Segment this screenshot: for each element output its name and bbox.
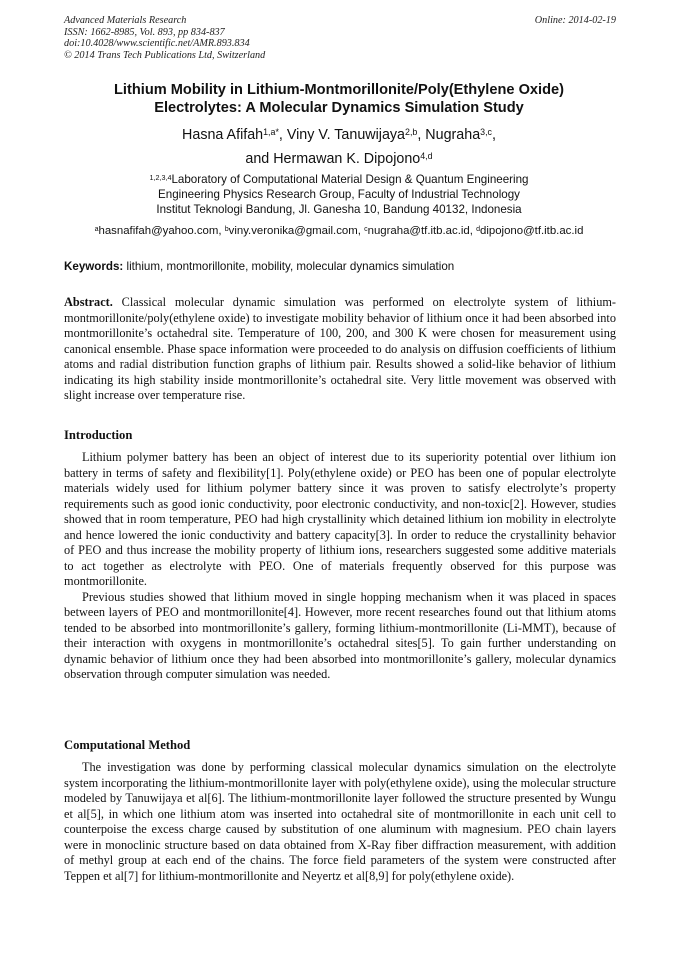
journal-copyright: © 2014 Trans Tech Publications Ltd, Switzerland: [64, 49, 266, 61]
online-date: Online: 2014-02-19: [534, 15, 616, 26]
keywords-text: lithium, montmorillonite, mobility, molecular dynamics simulation: [126, 260, 455, 273]
keywords: [64, 260, 616, 274]
author-name: and Hermawan K. Dipojono: [245, 151, 421, 167]
author-name: Viny V. Tanuwijaya: [286, 127, 406, 143]
email-sup: a: [94, 225, 99, 233]
author-sup: 3,c: [480, 127, 492, 138]
affiliation-line-2: Engineering Physics Research Group, Faculty of Industrial Technology: [158, 187, 520, 201]
section-heading-computational-method: Computational Method: [64, 738, 191, 752]
author-sup: 4,d: [420, 151, 433, 162]
abstract: [64, 295, 616, 404]
email-link[interactable]: viny.veronika@gmail.com: [228, 225, 358, 237]
journal-doi: doi:10.4028/www.scientific.net/AMR.893.834: [64, 38, 250, 50]
author-sep: ,: [278, 127, 287, 143]
computational-method-body: [64, 760, 616, 884]
affiliation-lab: Laboratory of Computational Material Design & Quantum Engineering: [171, 173, 529, 186]
title-line-2: Electrolytes: A Molecular Dynamics Simulation Study: [154, 100, 524, 116]
paragraph: The investigation was done by performing classical molecular dynamics simulation on the electrolyte system incorporating the lithium-montmorillonite layer with poly(ethylene oxide), using the molecular structure modeled by Tanuwijaya et al[6]. The lithium-montmorillonite layer followed the structure presented by Wungu et al[5], in which one lithium atom was inserted into octahedral site of montmorillonite in each unit cell to counterpoise the excess charge caused by substitution of one aluminum with magnesium. PEO chain layers were in monoclinic structure based on data obtained from X-Ray fiber diffraction measurement, with addition of methyl group at each end of the chains. The force field parameters of the system were constructed after Teppen et al[7] for lithium-montmorillonite and Neyertz et al[8,9] for poly(ethylene oxide).: [64, 760, 616, 883]
author-list: [60, 123, 618, 171]
email-link[interactable]: nugraha@tf.itb.ac.id: [367, 225, 470, 237]
email-sep: ,: [469, 225, 477, 237]
affiliation-sup: 1,2,3,4: [149, 172, 172, 182]
journal-issn: ISSN: 1662-8985, Vol. 893, pp 834-837: [64, 26, 225, 38]
introduction-body: [64, 450, 616, 683]
author-sup: 2,b: [405, 127, 418, 138]
email-sep: ,: [357, 225, 365, 237]
author-name: Hasna Afifah: [182, 127, 264, 143]
keywords-label: Keywords:: [64, 260, 124, 273]
abstract-label: Abstract.: [64, 295, 113, 309]
affiliation-line-1: [60, 173, 618, 188]
email-sup: b: [224, 225, 229, 233]
author-sup: 1,a*: [263, 127, 279, 138]
title-line-1: Lithium Mobility in Lithium-Montmorillonite/Poly(Ethylene Oxide): [114, 82, 564, 98]
email-sup: c: [364, 225, 368, 233]
section-heading-introduction: Introduction: [64, 428, 133, 442]
email-link[interactable]: dipojono@tf.itb.ac.id: [480, 225, 584, 237]
author-sep: ,: [417, 127, 426, 143]
journal-header: [64, 15, 616, 61]
author-line-1: [60, 123, 618, 147]
paper-title: [60, 81, 618, 117]
journal-name: Advanced Materials Research: [64, 15, 187, 26]
paragraph: Previous studies showed that lithium moved in single hopping mechanism when it was placed in spaces between layers of PEO and montmorillonite[4]. However, more recent researches found out that lithium atoms tended to be absorbed into montmorillonite’s gallery, forming lithium-montmorillonite (Li-MMT), because of their interaction with oxygens in montmorillonite’s octahedral sites[5]. To gain further understanding on dynamic behavior of lithium once they had been absorbed into montmorillonite’s gallery, molecular dynamics observation through computer simulation was needed.: [64, 589, 616, 681]
email-sup: d: [476, 225, 481, 233]
abstract-text: Classical molecular dynamic simulation was performed on electrolyte system of lithium-montmorillonite/poly(ethylene oxide) to investigate mobility behavior of lithium once it had been absorbed into montmorillonite’s octahedral site. Temperature of 100, 200, and 300 K were chosen for measurement using canonical ensemble. Phase space information were proceeded to do analysis on diffusion coefficients of lithium atoms and radial distribution function graphs of lithium pair. Results showed a solid-like behavior of lithium indicating its high stability inside montmorillonite’s octahedral site. Very little movement was observed with slight increase over temperature rise.: [64, 295, 616, 402]
email-link[interactable]: hasnafifah@yahoo.com: [98, 225, 219, 237]
affiliation: [60, 173, 618, 217]
affiliation-line-3: Institut Teknologi Bandung, Jl. Ganesha 10, Bandung 40132, Indonesia: [156, 202, 522, 216]
email-sep: ,: [218, 225, 225, 237]
author-emails: [60, 224, 618, 238]
author-sep: ,: [491, 127, 496, 143]
paragraph: Lithium polymer battery has been an object of interest due to its superiority potential over lithium ion battery in terms of safety and flexibility[1]. Poly(ethylene oxide) or PEO has been one of popular electrolyte materials widely used for lithium polymer battery since it was proven to satisfy electrolyte’s property requirements such as good ionic conductivity, poor electronic conductivity, and non-toxic[2]. However, studies showed that in room temperature, PEO had high crystallinity which detained lithium ion mobility in electrolyte and hence lowered the ionic conductivity and battery capacity[3]. In order to reduce the crystallinity behavior of PEO and thus increase the mobility property of lithium ions, researchers suggested some additive materials to act together as electrolyte with PEO. One of materials frequently observed for this purpose was montmorillonite.: [64, 450, 616, 588]
author-name: Nugraha: [425, 127, 481, 143]
author-line-2: [60, 147, 618, 171]
